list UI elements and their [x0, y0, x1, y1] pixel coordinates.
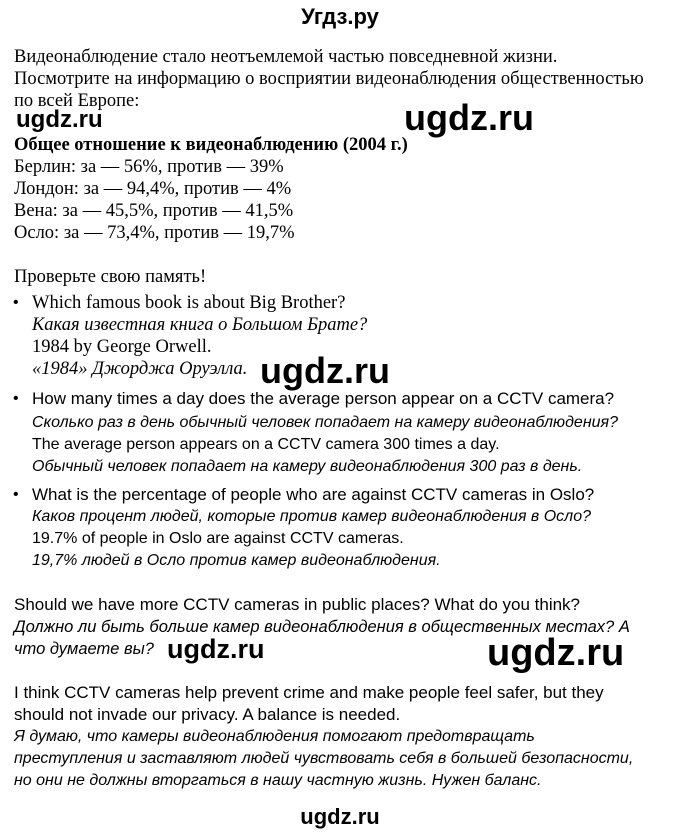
q2-question-ru: Сколько раз в день обычный человек попадает на камеру видеонаблюдения? — [32, 414, 618, 431]
survey-heading: Общее отношение к видеонаблюдению (2004 г.) — [14, 135, 408, 155]
discussion-question-ru-1: Должно ли быть больше камер видеонаблюдения в общественных местах? А — [14, 618, 630, 636]
intro-line-1: Видеонаблюдение стало неотъемлемой частью повседневной жизни. — [14, 47, 558, 67]
q3-question: What is the percentage of people who are against CCTV cameras in Oslo? — [32, 485, 595, 504]
survey-row-berlin: Берлин: за — 56%, против — 39% — [14, 157, 284, 177]
q2-answer-ru: Обычный человек попадает на камеру видеонаблюдения 300 раз в день. — [32, 458, 583, 475]
q2-answer: The average person appears on a CCTV camera 300 times a day. — [32, 436, 500, 453]
survey-row-london: Лондон: за — 94,4%, против — 4% — [14, 179, 292, 199]
q1-answer: 1984 by George Orwell. — [32, 337, 212, 357]
intro-line-2: Посмотрите на информацию о восприятии видеонаблюдения общественностью — [14, 69, 644, 89]
bullet-2: • — [13, 390, 19, 407]
q1-answer-ru: «1984» Джорджа Оруэлла. — [32, 359, 248, 379]
discussion-answer-ru-3: но они не должны вторгаться в нашу частную жизнь. Нужен баланс. — [14, 772, 542, 789]
watermark-1: ugdz.ru — [404, 97, 534, 138]
intro-line-3: по всей Европе: — [14, 91, 140, 111]
q1-question-ru: Какая известная книга о Большом Брате? — [32, 315, 368, 335]
discussion-answer-ru-2: преступления и заставляют людей чувствовать себя в большей безопасности, — [14, 750, 634, 767]
watermark-5: ugdz.ru — [487, 632, 625, 674]
bullet-3: • — [13, 486, 19, 503]
discussion-answer-2: should not invade our privacy. A balance is needed. — [14, 705, 401, 724]
discussion-answer-ru-1: Я думаю, что камеры видеонаблюдения помогают предотвращать — [14, 728, 535, 745]
q2-question: How many times a day does the average person appear on a CCTV camera? — [32, 389, 615, 408]
q3-answer-ru: 19,7% людей в Осло против камер видеонаблюдения. — [32, 552, 441, 569]
survey-row-vienna: Вена: за — 45,5%, против — 41,5% — [14, 201, 294, 221]
watermark-4: ugdz.ru — [167, 634, 265, 664]
watermark-3: ugdz.ru — [260, 350, 390, 391]
site-footer: ugdz.ru — [300, 804, 380, 829]
discussion-answer-1: I think CCTV cameras help prevent crime and make people feel safer, but they — [14, 683, 604, 702]
survey-row-oslo: Осло: за — 73,4%, против — 19,7% — [14, 223, 295, 243]
watermark-2: ugdz.ru — [16, 106, 103, 133]
discussion-question: Should we have more CCTV cameras in public places? What do you think? — [14, 595, 581, 614]
q3-question-ru: Каков процент людей, которые против камер видеонаблюдения в Осло? — [32, 508, 591, 525]
discussion-question-ru-2: что думаете вы? — [14, 640, 154, 658]
memory-heading: Проверьте свою память! — [14, 267, 207, 287]
q1-question: Which famous book is about Big Brother? — [32, 293, 346, 313]
q3-answer: 19.7% of people in Oslo are against CCTV cameras. — [32, 530, 404, 547]
site-title: Угдз.ру — [301, 4, 379, 29]
bullet-1: • — [13, 294, 19, 311]
